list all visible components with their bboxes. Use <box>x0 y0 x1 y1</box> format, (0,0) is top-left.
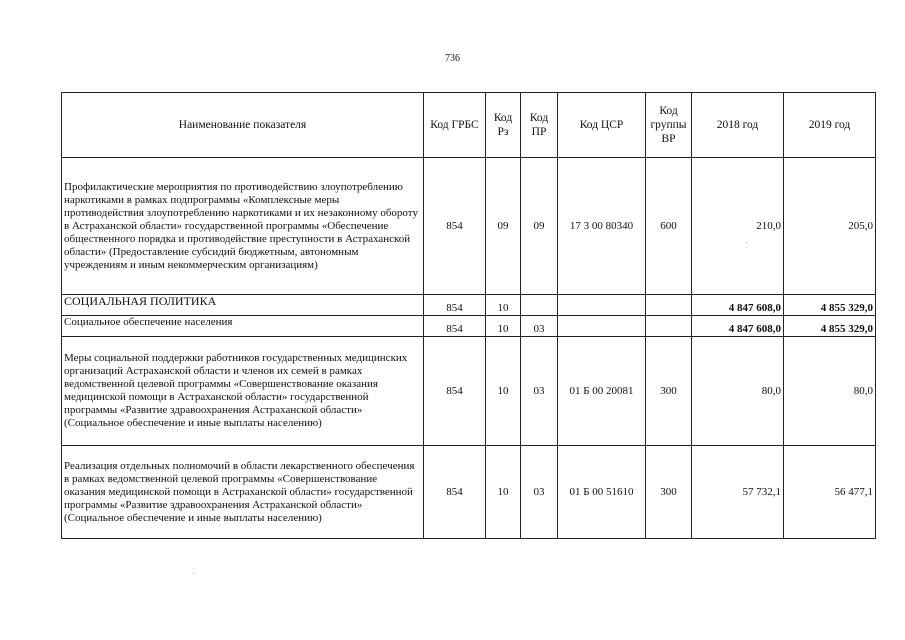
row-csr <box>558 295 646 316</box>
row-name: Профилактические мероприятия по противодействию злоупотреблению наркотиками в рамках подпрограммы «Комплексные меры противодействия злоупотреблению наркотиками и их незаконному обороту в Астраханской области» государственной программы «Обеспечение общественного порядка и противодействие преступности в Астраханской области» (Предоставление субсидий бюджетным, автономным учреждениям и иным некоммерческим организациям) <box>62 158 424 295</box>
header-2019: 2019 год <box>784 93 876 158</box>
row-vr: 300 <box>646 446 692 539</box>
header-rz: Код Рз <box>486 93 521 158</box>
row-pr: 03 <box>521 446 558 539</box>
row-rz: 09 <box>486 158 521 295</box>
row-vr <box>646 316 692 337</box>
row-2018: 4 847 608,0 <box>692 316 784 337</box>
row-csr <box>558 316 646 337</box>
row-2019: 56 477,1 <box>784 446 876 539</box>
row-rz: 10 <box>486 446 521 539</box>
row-2019: 80,0 <box>784 337 876 446</box>
table-row <box>62 158 876 295</box>
budget-table <box>61 92 876 539</box>
header-name: Наименование показателя <box>62 93 424 158</box>
row-name: Социальное обеспечение населения <box>62 316 424 337</box>
row-grbs: 854 <box>424 446 486 539</box>
header-csr: Код ЦСР <box>558 93 646 158</box>
scan-speck <box>193 573 194 574</box>
row-pr: 03 <box>521 316 558 337</box>
row-csr: 17 3 00 80340 <box>558 158 646 295</box>
page-number: 736 <box>445 53 460 64</box>
row-grbs: 854 <box>424 295 486 316</box>
row-name: Меры социальной поддержки работников государственных медицинских организаций Астраханской области и членов их семей в рамках ведомственной целевой программы «Совершенствование оказания медицинской помощи в Астраханской области» государственной программы «Развитие здравоохранения Астраханской области» (Социальное обеспечение и иные выплаты населению) <box>62 337 424 446</box>
row-pr: 03 <box>521 337 558 446</box>
table-row <box>62 446 876 539</box>
row-csr: 01 Б 00 20081 <box>558 337 646 446</box>
row-grbs: 854 <box>424 316 486 337</box>
row-rz: 10 <box>486 316 521 337</box>
row-vr: 600 <box>646 158 692 295</box>
table-row <box>62 295 876 316</box>
row-rz: 10 <box>486 295 521 316</box>
table-row <box>62 337 876 446</box>
row-2018: 57 732,1 <box>692 446 784 539</box>
row-vr: 300 <box>646 337 692 446</box>
header-vr: Код группы ВР <box>646 93 692 158</box>
row-2019: 205,0 <box>784 158 876 295</box>
header-pr: Код ПР <box>521 93 558 158</box>
row-name: СОЦИАЛЬНАЯ ПОЛИТИКА <box>62 295 424 316</box>
row-pr: 09 <box>521 158 558 295</box>
row-2019: 4 855 329,0 <box>784 316 876 337</box>
header-2018: 2018 год <box>692 93 784 158</box>
scan-speck <box>746 242 747 243</box>
table-header-row <box>62 93 876 158</box>
row-pr <box>521 295 558 316</box>
row-2019: 4 855 329,0 <box>784 295 876 316</box>
table-row <box>62 316 876 337</box>
row-2018: 210,0 <box>692 158 784 295</box>
row-grbs: 854 <box>424 158 486 295</box>
row-2018: 80,0 <box>692 337 784 446</box>
header-grbs: Код ГРБС <box>424 93 486 158</box>
row-rz: 10 <box>486 337 521 446</box>
row-csr: 01 Б 00 51610 <box>558 446 646 539</box>
row-vr <box>646 295 692 316</box>
row-2018: 4 847 608,0 <box>692 295 784 316</box>
row-name: Реализация отдельных полномочий в области лекарственного обеспечения в рамках ведомственной целевой программы «Совершенствование оказания медицинской помощи в Астраханской области» государственной программы «Развитие здравоохранения Астраханской области» (Социальное обеспечение и иные выплаты населению) <box>62 446 424 539</box>
row-grbs: 854 <box>424 337 486 446</box>
